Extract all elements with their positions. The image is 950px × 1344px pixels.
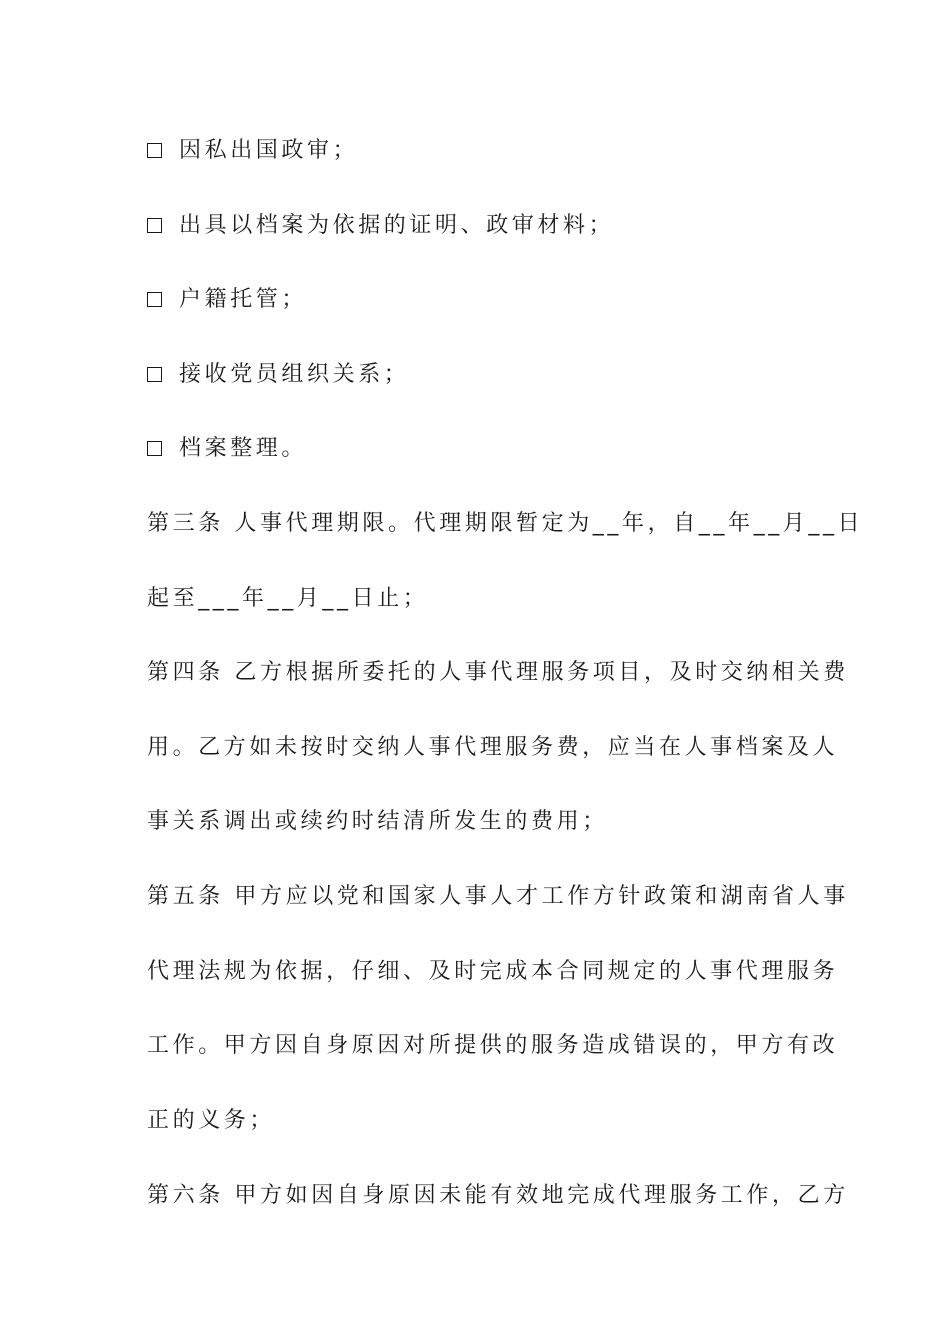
checkbox-icon[interactable] bbox=[147, 218, 162, 233]
checklist-item-label: 户籍托管； bbox=[179, 287, 308, 312]
checklist-item bbox=[147, 211, 827, 241]
article-5-line: 工作。甲方因自身原因对所提供的服务造成错误的，甲方有改 bbox=[147, 1033, 839, 1058]
checklist-item-label: 接收党员组织关系； bbox=[179, 362, 410, 387]
article-5-line: 正的义务； bbox=[147, 1108, 276, 1133]
article-4-line: 用。乙方如未按时交纳人事代理服务费，应当在人事档案及人 bbox=[147, 735, 839, 760]
article-6-line: 第六条 甲方如因自身原因未能有效地完成代理服务工作，乙方 bbox=[147, 1183, 849, 1208]
checklist-item bbox=[147, 285, 827, 315]
checkbox-icon[interactable] bbox=[147, 292, 162, 307]
article-5-line: 第五条 甲方应以党和国家人事人才工作方针政策和湖南省人事 bbox=[147, 884, 849, 909]
article-5-line: 代理法规为依据，仔细、及时完成本合同规定的人事代理服务 bbox=[147, 959, 839, 984]
article-4-line: 第四条 乙方根据所委托的人事代理服务项目，及时交纳相关费 bbox=[147, 660, 849, 685]
checklist-item bbox=[147, 434, 827, 464]
article-4-line: 事关系调出或续约时结清所发生的费用； bbox=[147, 809, 608, 834]
article-3-line: 起至___年__月__日止； bbox=[147, 586, 429, 611]
checklist-item-label: 出具以档案为依据的证明、政审材料； bbox=[179, 213, 615, 238]
checklist-item bbox=[147, 360, 827, 390]
checkbox-icon[interactable] bbox=[147, 441, 162, 456]
article-3-line: 第三条 人事代理期限。代理期限暂定为__年，自__年__月__日 bbox=[147, 511, 864, 536]
checklist-item-label: 因私出国政审； bbox=[179, 138, 359, 163]
checkbox-icon[interactable] bbox=[147, 367, 162, 382]
checkbox-icon[interactable] bbox=[147, 143, 162, 158]
checklist-item-label: 档案整理。 bbox=[179, 436, 308, 461]
checklist-item bbox=[147, 136, 827, 166]
